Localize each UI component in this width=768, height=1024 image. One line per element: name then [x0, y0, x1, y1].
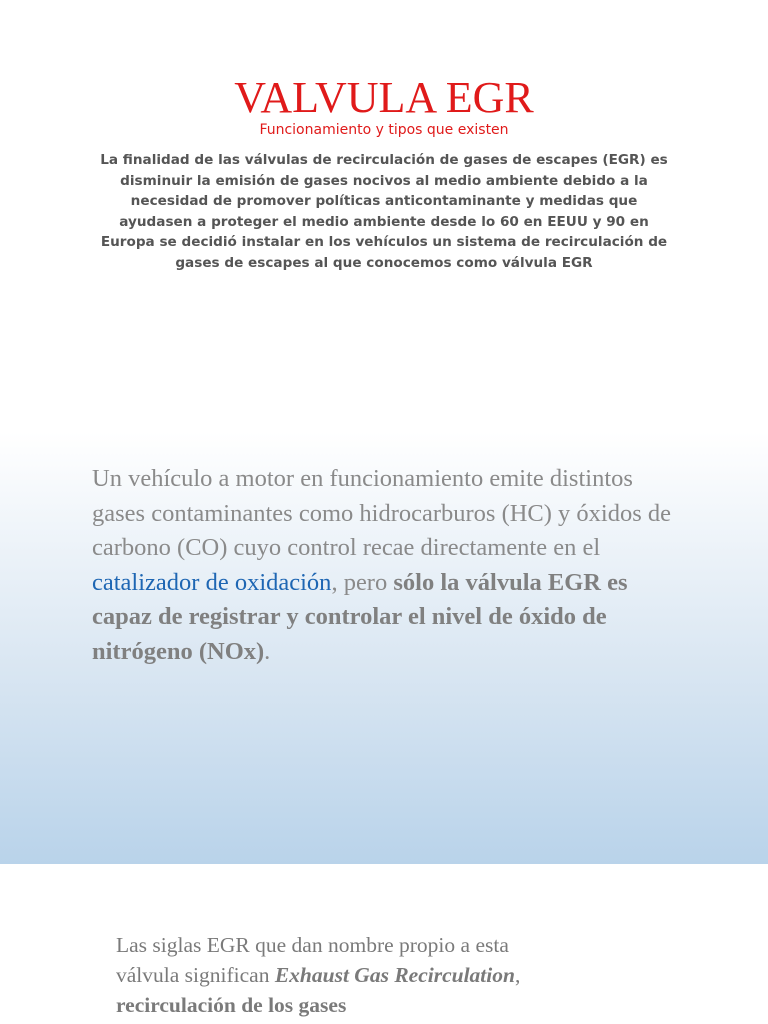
bold-text: recirculación de los gases: [116, 993, 347, 1017]
page-subtitle: Funcionamiento y tipos que existen: [259, 122, 509, 138]
slide-content-2: [0, 864, 768, 1024]
italic-text: Exhaust Gas Recirculation: [274, 963, 515, 987]
catalizador-link[interactable]: catalizador de oxidación: [92, 568, 332, 596]
slide-content-1: [0, 432, 768, 864]
paragraph-text: Las siglas EGR que dan nombre propio a esta válvula significan: [116, 933, 509, 987]
paragraph-text: Un vehículo a motor en funcionamiento emite distintos gases contaminantes como hidrocarburos (HC) y óxidos de carbono (CO) cuyo control recae directamente en el: [92, 465, 672, 561]
paragraph-text: .: [264, 637, 271, 665]
paragraph-text: ,: [514, 963, 521, 987]
slide-title: [0, 0, 768, 432]
page-title: VALVULA EGR: [234, 73, 534, 122]
content-paragraph: [92, 462, 672, 669]
content-paragraph: [116, 930, 556, 1020]
intro-paragraph: La finalidad de las válvulas de recirculación de gases de escapes (EGR) es disminuir la emisión de gases nocivos al medio ambiente debido a la necesidad de promover políticas anticontaminante y medidas que ayudasen a proteger el medio ambiente desde lo 60 en EEUU y 90 en Europa se decidió instalar en los vehículos un sistema de recirculación de gases de escapes al que conocemos como válvula EGR: [100, 152, 668, 271]
paragraph-text: , pero: [331, 568, 394, 596]
bold-text: sólo la válvula EGR es capaz de registrar y controlar el nivel de óxido de nitrógeno (NOx): [92, 568, 628, 665]
